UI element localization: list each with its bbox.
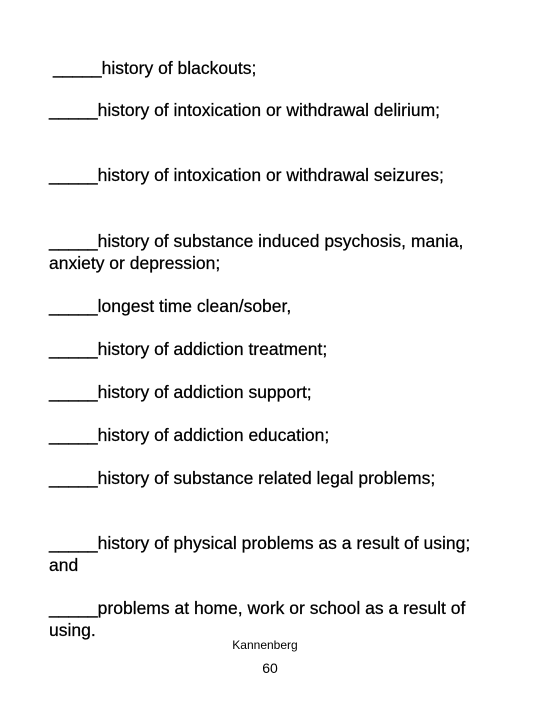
list-item-withdrawal-seizures: _____history of intoxication or withdrawal seizures;: [49, 165, 444, 185]
list-item-induced-psychosis: _____history of substance induced psychosis, mania, anxiety or depression;: [49, 231, 464, 273]
footer-author: Kannenberg: [232, 638, 298, 652]
page-number: 60: [262, 660, 278, 676]
list-item-legal-problems: _____history of substance related legal problems;: [49, 468, 436, 488]
list-item-withdrawal-delirium: _____history of intoxication or withdrawal delirium;: [49, 100, 441, 120]
list-item-addiction-treatment: _____history of addiction treatment;: [49, 339, 328, 359]
list-item-blackouts: _____history of blackouts;: [53, 58, 257, 78]
list-item-addiction-support: _____history of addiction support;: [49, 382, 312, 402]
list-item-longest-time-sober: _____longest time clean/sober,: [49, 296, 292, 316]
list-item-home-work-school-problems: _____problems at home, work or school as a result of using.: [49, 598, 466, 640]
list-item-physical-problems: _____history of physical problems as a result of using; and: [49, 533, 471, 575]
list-item-addiction-education: _____history of addiction education;: [49, 425, 330, 445]
